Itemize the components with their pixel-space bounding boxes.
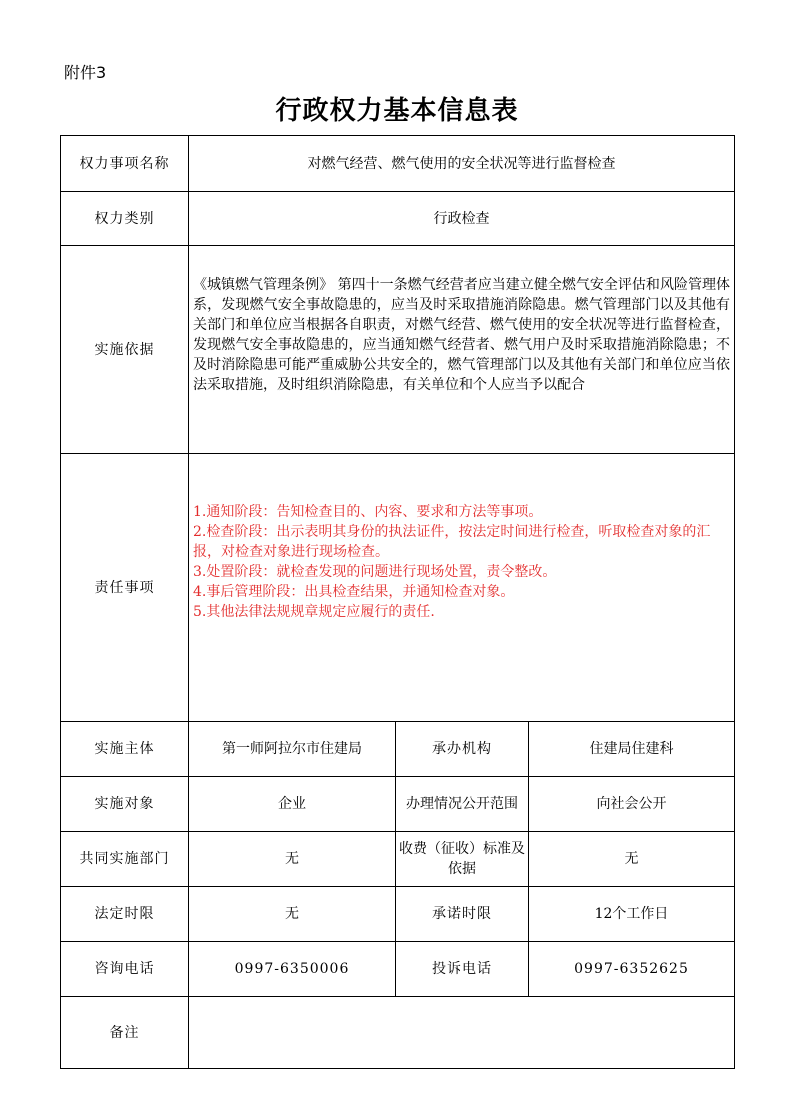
- consult-phone-label: 咨询电话: [61, 942, 189, 997]
- responsibilities-list: [189, 454, 735, 722]
- power-category-value: 行政检查: [189, 192, 735, 246]
- disclosure-scope-label: 办理情况公开范围: [396, 777, 529, 832]
- complaint-phone-label: 投诉电话: [396, 942, 529, 997]
- complaint-phone-value: 0997-6352625: [529, 942, 735, 997]
- row-remarks: [61, 997, 735, 1069]
- legal-basis-value: 《城镇燃气管理条例》 第四十一条燃气经营者应当建立健全燃气安全评估和风险管理体系，发现燃气安全事故隐患的，应当及时采取措施消除隐患。燃气管理部门以及其他有关部门和单位应当根据各自职责，对燃气经营、燃气使用的安全状况等进行监督检查，发现燃气安全事故隐患的，应当通知燃气经营者、燃气用户及时采取措施消除隐患；不及时消除隐患可能严重威胁公共安全的，燃气管理部门以及其他有关部门和单位应当依法采取措施，及时组织消除隐患，有关单位和个人应当予以配合: [189, 246, 735, 454]
- remarks-label: 备注: [61, 997, 189, 1069]
- time-limit-value: 无: [189, 887, 396, 942]
- handling-agency-label: 承办机构: [396, 722, 529, 777]
- row-implementer: [61, 722, 735, 777]
- responsibilities-label: 责任事项: [61, 454, 189, 722]
- remarks-value: [189, 997, 735, 1069]
- joint-dept-label: 共同实施部门: [61, 832, 189, 887]
- joint-dept-value: 无: [189, 832, 396, 887]
- target-value: 企业: [189, 777, 396, 832]
- responsibility-item: 5.其他法律法规规章规定应履行的责任.: [193, 603, 435, 620]
- implementer-label: 实施主体: [61, 722, 189, 777]
- responsibility-item: 1.通知阶段：告知检查目的、内容、要求和方法等事项。: [193, 503, 543, 520]
- fee-standard-label: 收费（征收）标准及依据: [396, 832, 529, 887]
- power-name-label: 权力事项名称: [61, 136, 189, 192]
- disclosure-scope-value: 向社会公开: [529, 777, 735, 832]
- fee-standard-value: 无: [529, 832, 735, 887]
- info-table: [60, 135, 735, 1069]
- page-title: 行政权力基本信息表: [275, 96, 519, 126]
- responsibility-item: 4.事后管理阶段：出具检查结果，并通知检查对象。: [193, 583, 515, 600]
- row-responsibilities: [61, 454, 735, 722]
- promised-time-label: 承诺时限: [396, 887, 529, 942]
- target-label: 实施对象: [61, 777, 189, 832]
- power-name-value: 对燃气经营、燃气使用的安全状况等进行监督检查: [189, 136, 735, 192]
- handling-agency-value: 住建局住建科: [529, 722, 735, 777]
- attachment-label: 附件3: [64, 63, 107, 82]
- row-target: [61, 777, 735, 832]
- power-category-label: 权力类别: [61, 192, 189, 246]
- responsibility-item: 2.检查阶段：出示表明其身份的执法证件，按法定时间进行检查，听取检查对象的汇报，对检查对象进行现场检查。: [193, 523, 711, 560]
- implementer-value: 第一师阿拉尔市住建局: [189, 722, 396, 777]
- legal-basis-label: 实施依据: [61, 246, 189, 454]
- row-joint-dept: [61, 832, 735, 887]
- promised-time-value: 12个工作日: [529, 887, 735, 942]
- row-power-name: [61, 136, 735, 192]
- consult-phone-value: 0997-6350006: [189, 942, 396, 997]
- responsibility-item: 3.处置阶段：就检查发现的问题进行现场处置，责令整改。: [193, 563, 557, 580]
- row-power-category: [61, 192, 735, 246]
- row-time-limit: [61, 887, 735, 942]
- row-phone: [61, 942, 735, 997]
- time-limit-label: 法定时限: [61, 887, 189, 942]
- row-legal-basis: [61, 246, 735, 454]
